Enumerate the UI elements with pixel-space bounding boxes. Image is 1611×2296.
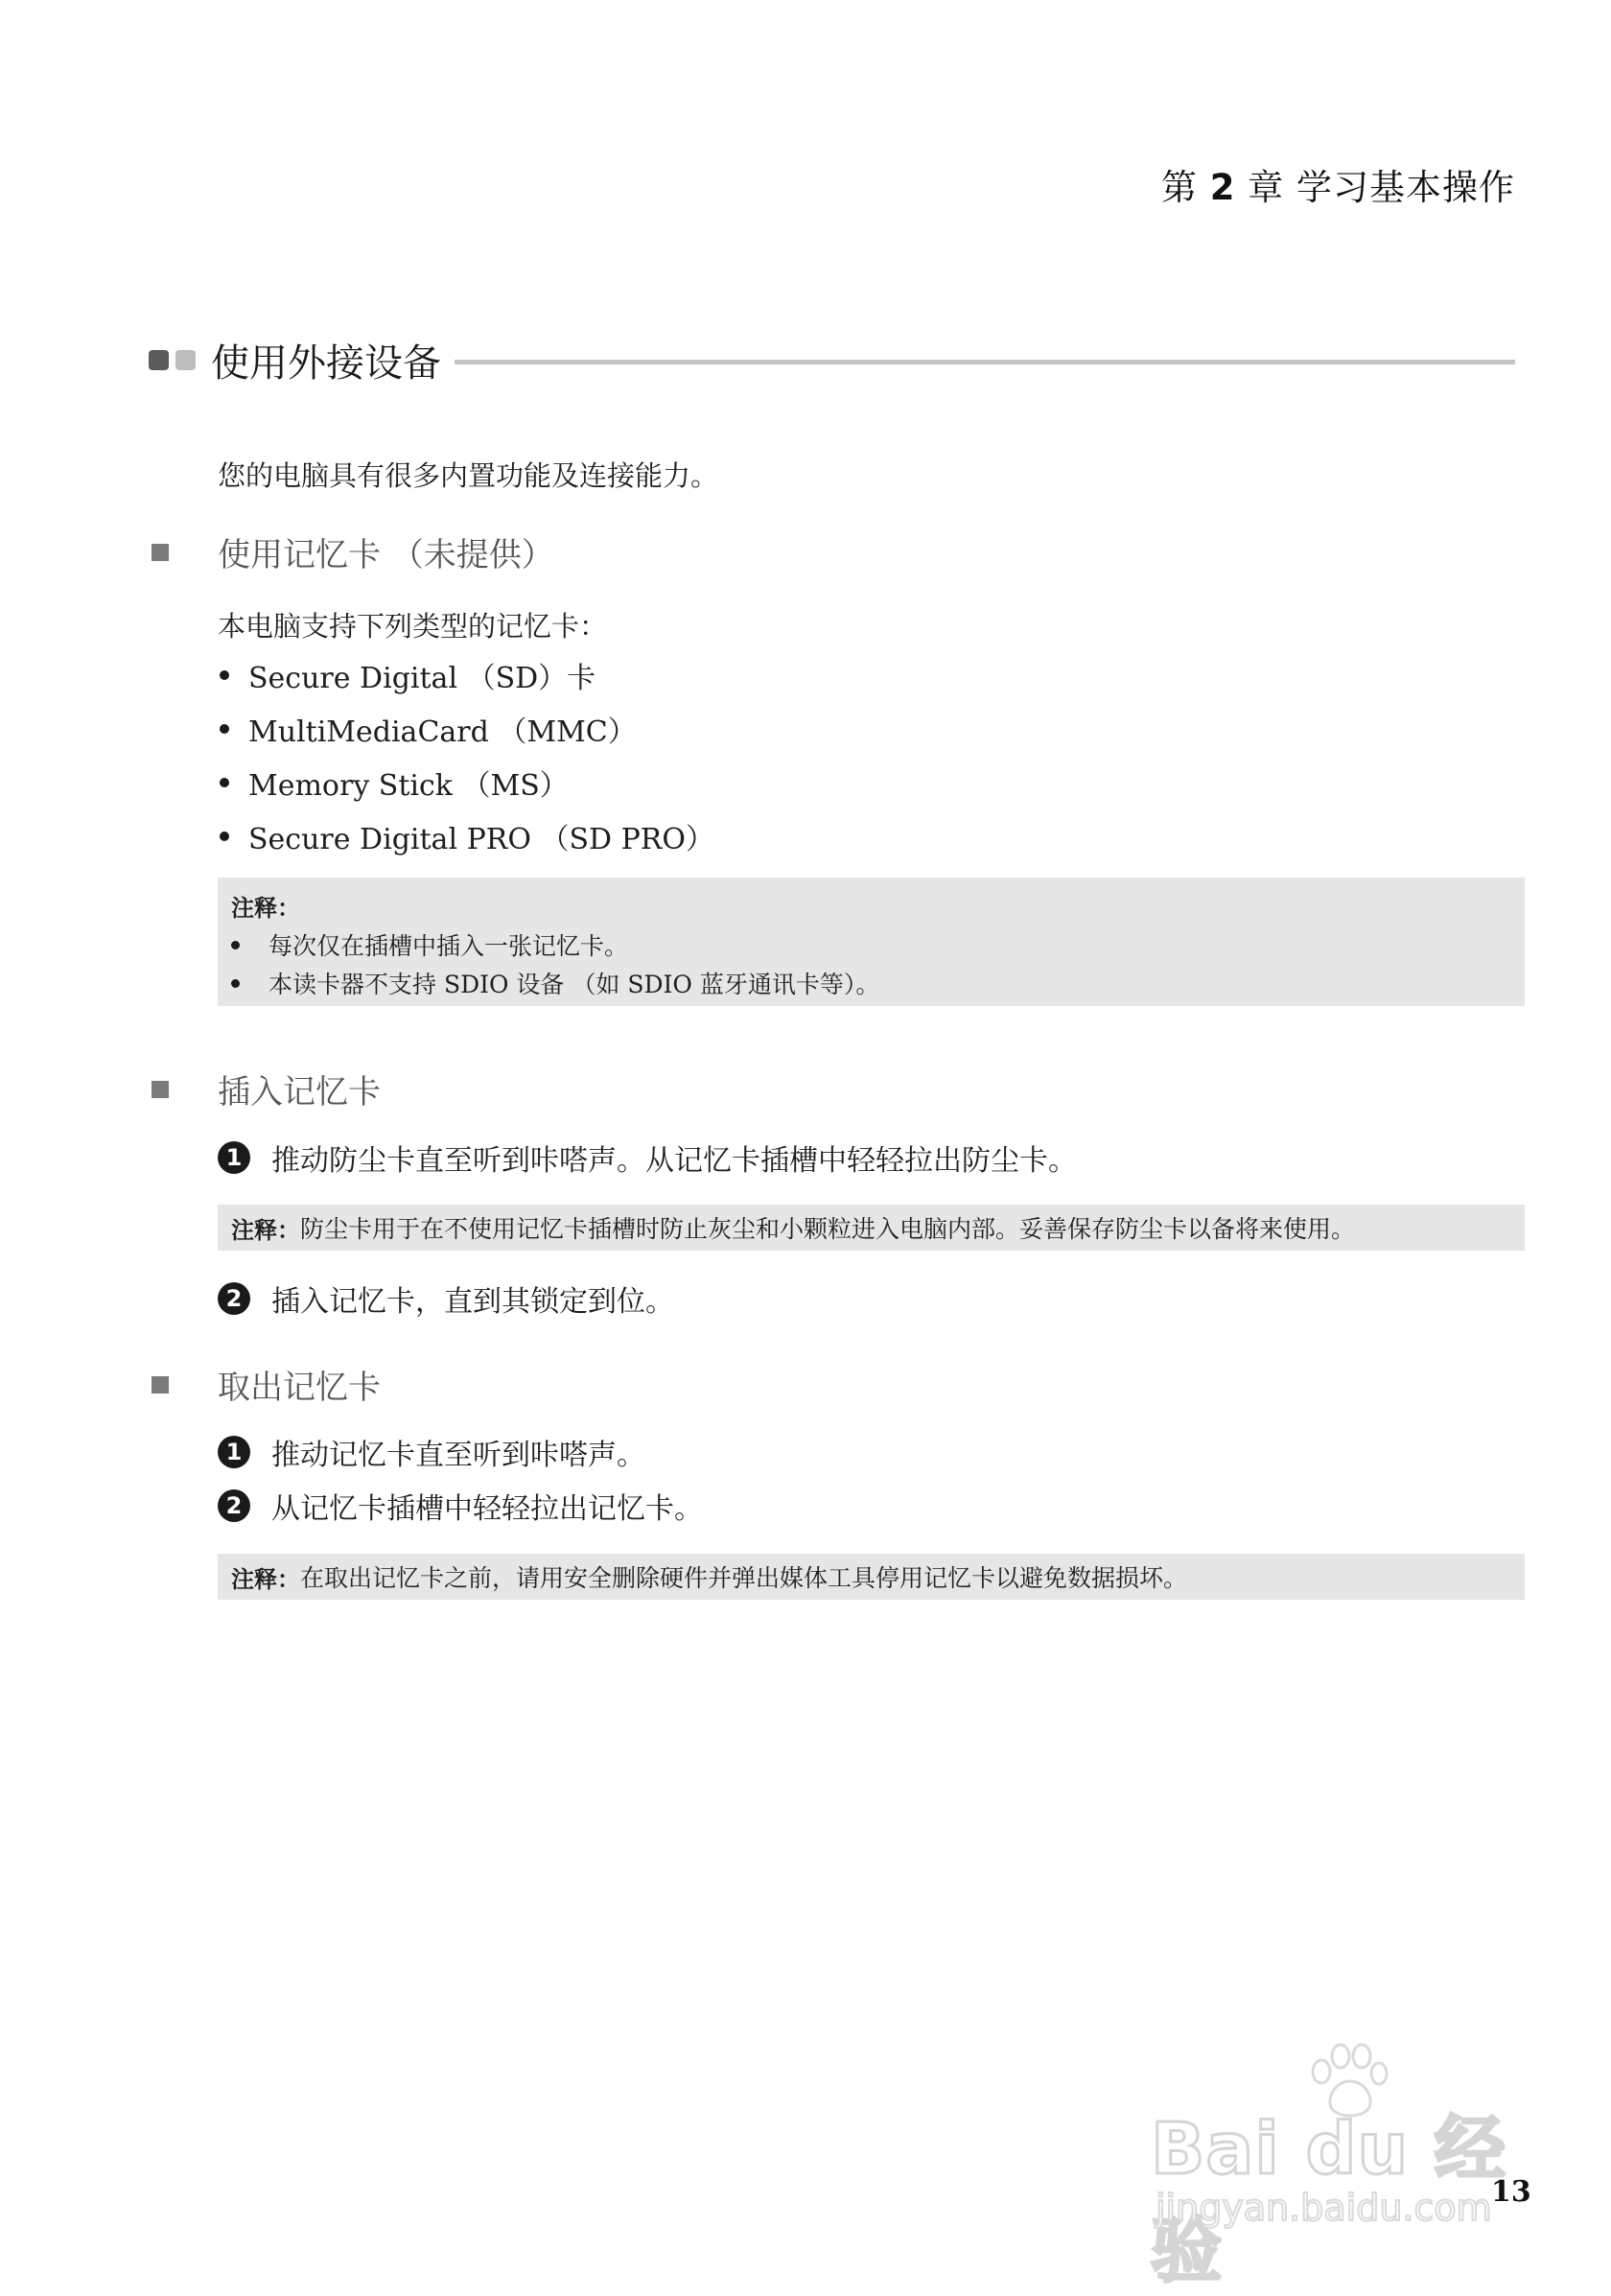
bullet-icon — [220, 670, 229, 680]
step-text: 从记忆卡插槽中轻轻拉出记忆卡。 — [271, 1492, 703, 1526]
list-item — [220, 761, 569, 804]
step-number-icon: 1 — [218, 1436, 250, 1468]
list-item — [220, 708, 637, 750]
chapter-header — [1161, 158, 1515, 210]
bullet-icon — [220, 724, 229, 734]
memory-card-intro: 本电脑支持下列类型的记忆卡： — [218, 610, 608, 643]
section-title: 使用外接设备 — [211, 340, 441, 386]
step-item — [218, 1277, 674, 1320]
watermark-logo-text: Bai du 经验 — [1151, 2108, 1506, 2292]
list-item-text: Secure Digital PRO （SD PRO） — [248, 823, 714, 856]
subhead-remove-card-title: 取出记忆卡 — [218, 1369, 381, 1407]
bullet-icon — [220, 778, 229, 787]
step-item — [218, 1431, 645, 1473]
step-text: 推动防尘卡直至听到咔嗒声。从记忆卡插槽中轻轻拉出防尘卡。 — [271, 1144, 1077, 1178]
note-label: 注释： — [231, 1216, 300, 1244]
section-marker-dark-icon — [149, 350, 169, 370]
section-title-row — [149, 336, 1515, 384]
list-item-text: Memory Stick （MS） — [248, 769, 569, 803]
note-label: 注释： — [231, 1565, 300, 1593]
square-bullet-icon — [152, 1081, 169, 1098]
note-text: 在取出记忆卡之前，请用安全删除硬件并弹出媒体工具停用记忆卡以避免数据损坏。 — [300, 1564, 1188, 1592]
bullet-icon — [220, 832, 229, 841]
note-box-remove-card — [218, 1554, 1525, 1600]
watermark-url: jingyan.baidu.com — [1156, 2187, 1492, 2229]
section-intro: 您的电脑具有很多内置功能及连接能力。 — [218, 459, 719, 492]
note-text: 防尘卡用于在不使用记忆卡插槽时防止灰尘和小颗粒进入电脑内部。妥善保存防尘卡以备将来使用。 — [300, 1215, 1356, 1243]
chapter-number: 2 — [1209, 167, 1236, 208]
list-item-text: MultiMediaCard （MMC） — [248, 715, 637, 749]
list-item-text: Secure Digital （SD）卡 — [248, 662, 596, 695]
note-item — [231, 966, 879, 1000]
section-marker-light-icon — [175, 350, 196, 370]
step-number-icon: 2 — [218, 1489, 250, 1522]
list-item — [220, 815, 714, 857]
bullet-icon — [231, 979, 240, 988]
step-text: 插入记忆卡，直到其锁定到位。 — [271, 1285, 674, 1319]
step-item — [218, 1485, 703, 1527]
square-bullet-icon — [152, 544, 169, 561]
note-label: 注释： — [231, 895, 300, 922]
note-item-text: 每次仅在插槽中插入一张记忆卡。 — [268, 932, 629, 960]
subhead-insert-card-title: 插入记忆卡 — [218, 1073, 381, 1112]
step-text: 推动记忆卡直至听到咔嗒声。 — [271, 1439, 645, 1472]
chapter-title: 章 学习基本操作 — [1248, 167, 1515, 208]
note-box-memory-card — [218, 878, 1525, 1006]
bullet-icon — [231, 941, 240, 949]
subhead-memory-card-title: 使用记忆卡 （未提供） — [218, 536, 554, 574]
section-rule — [455, 360, 1515, 364]
chapter-prefix: 第 — [1160, 167, 1198, 208]
note-item — [231, 927, 628, 962]
page-number: 13 — [1491, 2175, 1531, 2209]
baidu-watermark — [1146, 2043, 1529, 2292]
step-number-icon: 1 — [218, 1141, 250, 1174]
note-item-text: 本读卡器不支持 SDIO 设备 （如 SDIO 蓝牙通讯卡等）。 — [268, 971, 880, 998]
step-item — [218, 1136, 1077, 1179]
list-item — [220, 654, 595, 696]
subhead-insert-card — [152, 1066, 381, 1113]
square-bullet-icon — [152, 1376, 169, 1394]
note-box-insert-card — [218, 1205, 1525, 1251]
subhead-remove-card — [152, 1361, 381, 1408]
step-number-icon: 2 — [218, 1282, 250, 1315]
subhead-memory-card — [152, 528, 554, 575]
